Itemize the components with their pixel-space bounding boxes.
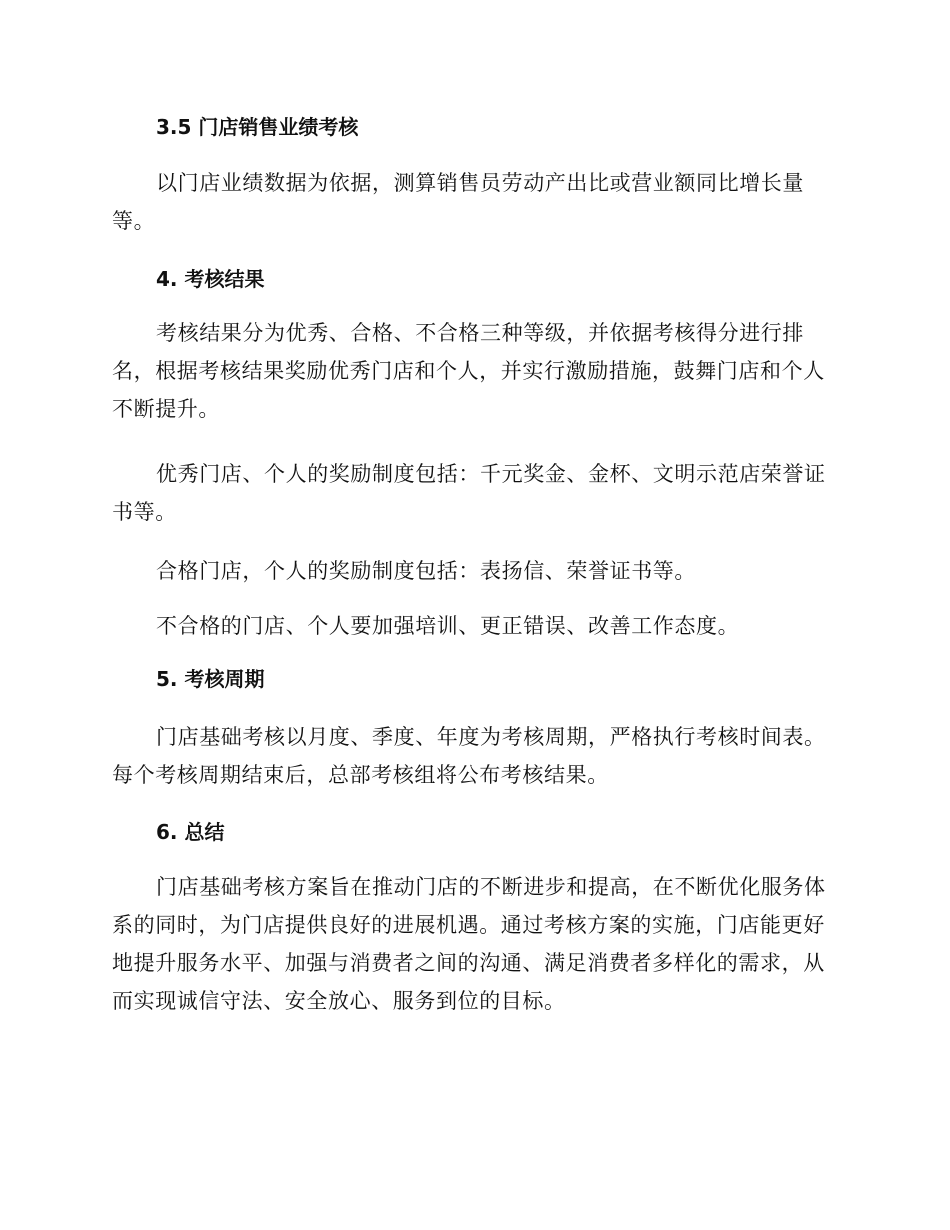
paragraph-qualified-rewards: 合格门店，个人的奖励制度包括：表扬信、荣誉证书等。 xyxy=(156,559,696,583)
paragraph-results-levels: 考核结果分为优秀、合格、不合格三种等级，并依据考核得分进行排名，根据考核结果奖励优秀门店和个人，并实行激励措施，鼓舞门店和个人不断提升。 xyxy=(112,321,825,421)
paragraph-unqualified-actions: 不合格的门店、个人要加强培训、更正错误、改善工作态度。 xyxy=(156,614,740,638)
paragraph-assessment-cycle: 门店基础考核以月度、季度、年度为考核周期，严格执行考核时间表。每个考核周期结束后，总部考核组将公布考核结果。 xyxy=(112,725,826,787)
section-heading-5: 5. 考核周期 xyxy=(156,667,265,691)
section-heading-4: 4. 考核结果 xyxy=(156,267,265,291)
section-heading-3-5: 3.5 门店销售业绩考核 xyxy=(156,115,359,139)
paragraph-summary: 门店基础考核方案旨在推动门店的不断进步和提高，在不断优化服务体系的同时，为门店提供良好的进展机遇。通过考核方案的实施，门店能更好地提升服务水平、加强与消费者之间的沟通、满足消费者多样化的需求，从而实现诚信守法、安全放心、服务到位的目标。 xyxy=(112,875,826,1013)
paragraph-sales-performance: 以门店业绩数据为依据，测算销售员劳动产出比或营业额同比增长量等。 xyxy=(112,171,804,233)
paragraph-excellent-rewards: 优秀门店、个人的奖励制度包括：千元奖金、金杯、文明示范店荣誉证书等。 xyxy=(112,462,826,524)
section-heading-6: 6. 总结 xyxy=(156,820,225,844)
